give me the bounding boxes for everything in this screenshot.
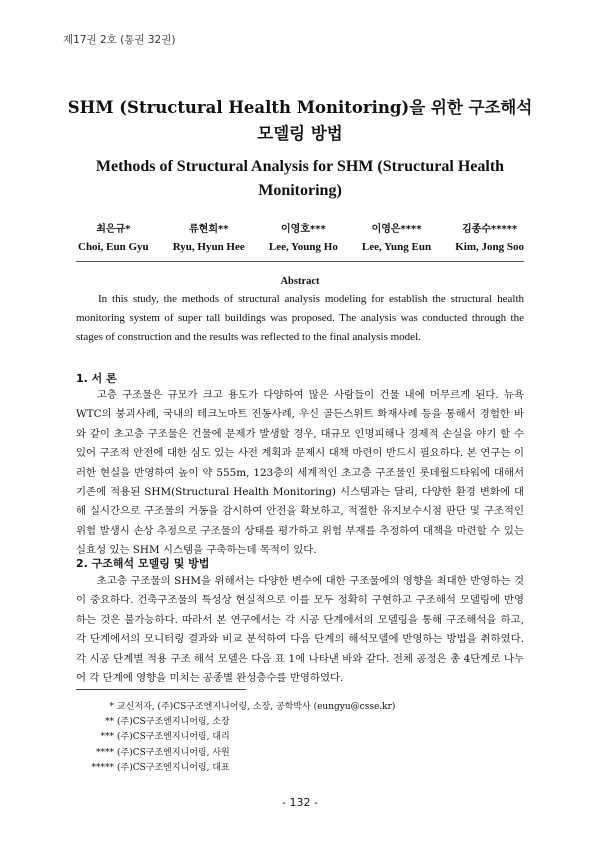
author-name-english: Lee, Yung Eun (361, 241, 432, 253)
abstract-heading: Abstract (280, 276, 320, 287)
title-english-line2: Monitoring) (258, 182, 342, 199)
footnote-mark: * (109, 702, 114, 712)
author-list (78, 220, 524, 253)
author (78, 220, 149, 253)
footnote-mark: *** (100, 732, 114, 743)
author-divider (76, 261, 524, 262)
author (269, 220, 338, 253)
footnote (76, 700, 524, 715)
footnote-text: (주)CS구조엔지니어링, 소장 (117, 717, 230, 728)
section-heading-introduction: 1. 서 론 (76, 372, 117, 385)
footnote (76, 730, 524, 745)
journal-header: 제17권 2호 (통권 32권) (63, 34, 176, 46)
abstract-paragraph: In this study, the methods of structural analysis modeling for establish the structural health monitoring system of super tall buildings was proposed. The analysis was conducted through the stages of construction and the results was reflected to the final analysis model. (76, 293, 524, 343)
footnote-mark: ** (105, 717, 114, 728)
author-name-english: Choi, Eun Gyu (78, 241, 149, 253)
section-body-introduction (76, 386, 524, 561)
author-name-korean: 최은규* (96, 224, 131, 235)
body-paragraph: 초고층 구조물의 SHM을 위해서는 다양한 변수에 대한 구조물에의 영향을 최대한 반영하는 것이 중요하다. 건축구조물의 특성상 현실적으로 이를 모두 정확히 구현하고 구조해석 모델링에 반영하는 것은 불가능하다. 따라서 본 연구에서는 각 시공 단계에서의 모델링을 통해 구조해석을 하고, 각 단계에서의 모니터링 결과와 비교 분석하여 다음 단계의 해석모델에 반영하는 방법을 취하였다. 각 시공 단계별 적용 구조 해석 모델은 다음 표 1에 나타낸 바와 같다. 전체 공정은 총 4단계로 나누어 각 단계에 영향을 미치는 공종별 완성층수를 반영하였다. (76, 575, 524, 685)
page-number: - 132 - (282, 796, 318, 809)
section-body-methods (76, 572, 524, 688)
author (455, 220, 524, 253)
footnote (76, 761, 524, 776)
footnote-divider (76, 689, 246, 690)
title-korean-line2: 모델링 방법 (257, 124, 343, 143)
author-name-english: Ryu, Hyun Hee (172, 241, 245, 253)
author-name-korean: 김종수***** (462, 224, 518, 235)
author (173, 220, 245, 253)
footnote-mark: **** (96, 747, 114, 758)
author-name-korean: 이영호*** (281, 224, 326, 235)
footnote (76, 746, 524, 761)
title-korean-line1: SHM (Structural Health Monitoring)을 위한 구조해석 (67, 98, 533, 117)
footnote-list (76, 700, 524, 776)
author-name-korean: 류현희** (189, 224, 229, 235)
footnote-mark: ***** (91, 762, 114, 773)
footnote-text: (주)CS구조엔지니어링, 사원 (117, 747, 230, 758)
abstract-body (76, 290, 524, 347)
author-name-korean: 이영은**** (371, 224, 422, 235)
footnote (76, 715, 524, 730)
title-english-line1: Methods of Structural Analysis for SHM (Structural Health (95, 158, 505, 175)
author-name-english: Lee, Young Ho (268, 241, 338, 253)
footnote-text: 교신저자, (주)CS구조엔지니어링, 소장, 공학박사 (eungyu@csse.kr) (117, 702, 396, 712)
body-paragraph: 고층 구조물은 규모가 크고 용도가 다양하여 많은 사람들이 건물 내에 머무르게 된다. 뉴욕 WTC의 붕괴사례, 국내의 테크노마트 진동사례, 우신 골든스위트 화재사례 등을 통해서 경험한 바와 같이 초고층 구조물은 건물에 문제가 발생할 경우, 대규모 인명피해나 경제적 손실을 야기 할 수 있어 구조적 안전에 대한 심도 있는 사전 계획과 문제시 대책 마련이 반드시 필요하다. 본 연구는 이러한 현실을 반영하여 높이 약 555m, 123층의 세계적인 초고층 구조물인 롯데월드타워에 대해서 기존에 적용된 SHM(Structural Health Monitoring) 시스템과는 달리, 다양한 환경 변화에 대해 실시간으로 구조물의 거동을 감시하여 안전을 확보하고, 적절한 유지보수시점 판단 및 구조적인 위험 발생시 손상 추정으로 구조물의 상태를 평가하고 위험 부재를 추정하여 대책을 마련할 수 있는 실효성 있는 SHM 시스템을 구축하는데 목적이 있다. (76, 389, 524, 557)
author (362, 220, 431, 253)
section-heading-methods: 2. 구조해석 모델링 및 방법 (76, 557, 210, 570)
author-name-english: Kim, Jong Soo (455, 241, 524, 253)
footnote-text: (주)CS구조엔지니어링, 대리 (117, 732, 230, 743)
footnote-text: (주)CS구조엔지니어링, 대표 (117, 762, 230, 773)
